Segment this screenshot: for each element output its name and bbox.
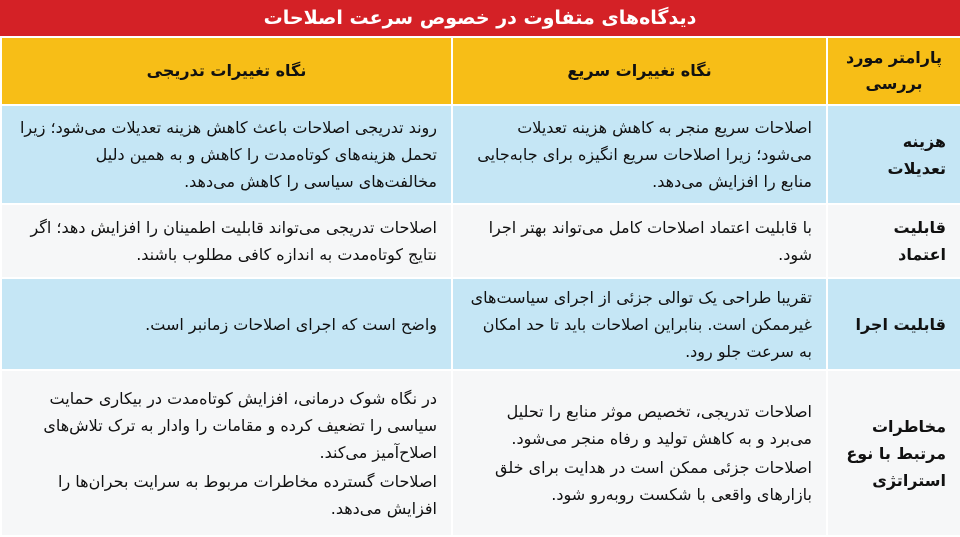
row-gradual-cell: روند تدریجی اصلاحات باعث کاهش هزینه تعدیلات می‌شود؛ زیرا تحمل هزینه‌های کوتاه‌مدت را کاهش و به همین دلیل مخالفت‌های سیاسی را کاهش می‌دهد. [1,105,452,204]
row-gradual-cell [1,370,452,536]
table-row [1,370,960,536]
row-parameter: قابلیت اعتماد [827,204,960,278]
row-rapid-cell [452,370,827,536]
header-gradual: نگاه تغییرات تدریجی [1,37,452,105]
table-row [1,204,960,278]
row-rapid-cell: اصلاحات سریع منجر به کاهش هزینه تعدیلات می‌شود؛ زیرا اصلاحات سریع انگیزه برای جابه‌جایی منابع را افزایش می‌دهد. [452,105,827,204]
row-gradual-cell: واضح است که اجرای اصلاحات زمانبر است. [1,278,452,370]
comparison-table [0,36,960,537]
row-rapid-cell: تقریبا طراحی یک توالی جزئی از اجرای سیاست‌های غیرممکن است. بنابراین اصلاحات باید تا حد امکان به سرعت جلو رود. [452,278,827,370]
gradual-risk-paragraph-2: اصلاحات گسترده مخاطرات مربوط به سرایت بحران‌ها را افزایش می‌دهد. [58,471,437,518]
table-row [1,278,960,370]
gradual-risk-paragraph-1: در نگاه شوک درمانی، افزایش کوتاه‌مدت در بیکاری حمایت سیاسی را تضعیف کرده و مقامات را وادار به ترک تلاش‌های اصلاح‌آمیز می‌کند. [43,388,437,462]
row-parameter: هزینه تعدیلات [827,105,960,204]
table-header-row [1,37,960,105]
header-parameter: پارامتر مورد بررسی [827,37,960,105]
row-rapid-cell: با قابلیت اعتماد اصلاحات کامل می‌تواند بهتر اجرا شود. [452,204,827,278]
rapid-risk-paragraph-1: اصلاحات تدریجی، تخصیص موثر منابع را تحلیل می‌برد و به کاهش تولید و رفاه منجر می‌شود. [506,402,812,448]
header-rapid: نگاه تغییرات سریع [452,37,827,105]
table-row [1,105,960,204]
row-gradual-cell: اصلاحات تدریجی می‌تواند قابلیت اطمینان را افزایش دهد؛ اگر نتایج کوتاه‌مدت به اندازه کافی مطلوب باشند. [1,204,452,278]
rapid-risk-paragraph-2: اصلاحات جزئی ممکن است در هدایت برای خلق بازارهای واقعی با شکست روبه‌رو شود. [495,458,812,504]
page-title: دیدگاه‌های متفاوت در خصوص سرعت اصلاحات [0,0,960,36]
row-parameter: مخاطرات مرتبط با نوع استراتژی [827,370,960,536]
row-parameter: قابلیت اجرا [827,278,960,370]
